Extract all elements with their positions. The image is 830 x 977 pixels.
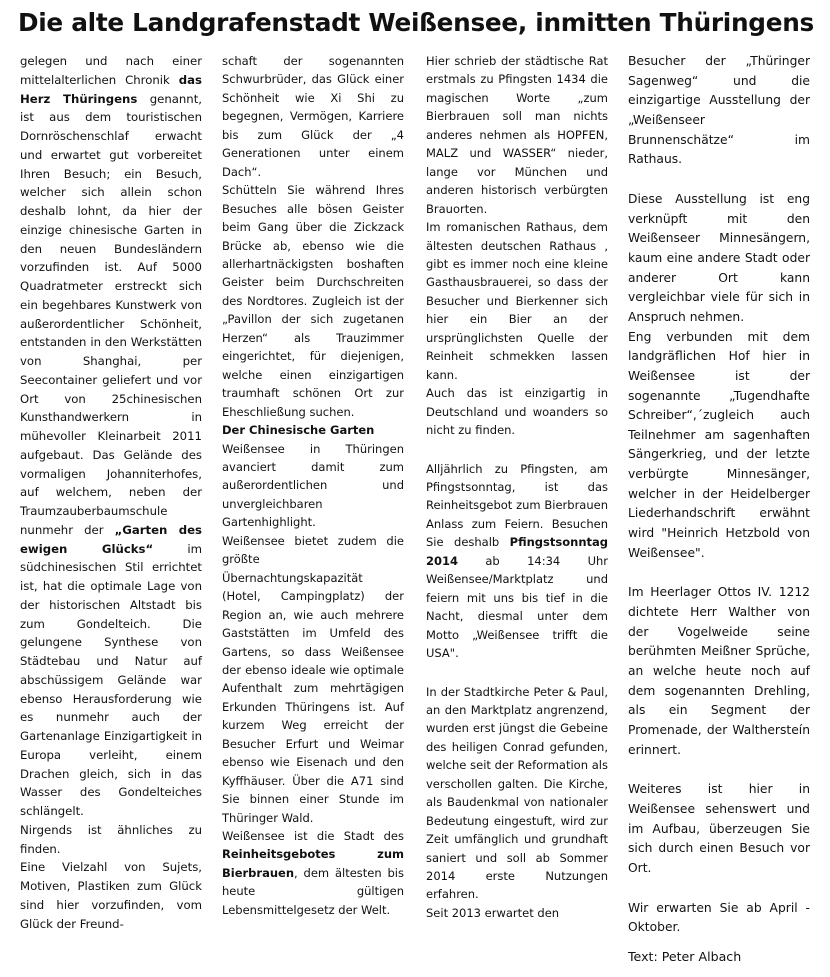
paragraph: Auch das ist einzigartig in Deutschland und woanders so nicht zu finden.	[426, 386, 608, 438]
paragraph: Im romanischen Rathaus, dem ältesten deutschen Rathaus , gibt es immer noch eine kleine Gasthausbrauerei, so dass der Besucher und Bierkenner sich hier ein Bier an der ursprünglichsten Quelle der Reinheit schmekken lassen kann.	[426, 220, 608, 382]
paragraph: schaft der sogenannten Schwurbrüder, das Glück einer Schönheit wie Xi Shi zu begegnen, Vermögen, Karriere bis zum Glück der „4 Generationen unter einem Dach“.	[222, 54, 404, 179]
author-byline: Text: Peter Albach	[628, 949, 742, 964]
paragraph: Weißensee ist die Stadt des Reinheitsgebotes zum Bierbrauen, dem ältesten bis heute gültigen Lebensmittelgesetz der Welt.	[222, 829, 404, 917]
column-4	[628, 52, 810, 938]
bold-phrase: „Garten des ewigen Glücks“	[20, 522, 203, 556]
paragraph: gelegen und nach einer mittelalterlichen Chronik das Herz Thüringens genannt, ist aus dem touristischen Dornröschenschlaf erwacht und erwartet gut vorbereitet Ihren Besuch; ein Besuch, welcher sich allein schon deshalb lohnt, da hier der einzige chinesische Garten in den neuen Bundesländern vorzufinden ist. Auf 5000 Quadratmeter erstreckt sich ein begehbares Kunstwerk von außerordentlicher Schönheit, entstanden in den Werkstätten von Shanghai, per Seecontainer geliefert und vor Ort von 25chinesischen Kunsthandwerkern in mühevoller Kleinarbeit 2011 aufgebaut. Das Gelände des vormaligen Johanniterhofes, auf welchem, neben der Traumzauberbaumschule nunmehr der „Garten des ewigen Glücks“ im südchinesischen Stil errichtet ist, hat die optimale Lage von der historischen Altstadt bis zum Gondelteich. Die gelungene Synthese von Städtebau und Natur auf abschüssigem Gelände war ebenso Herausforderung wie es nunmehr auch der Gartenanlage Einzigartigkeit in Europa verleiht, einem Drachen gleich, sich in das Wasser des Gondelteiches schlängelt.	[20, 54, 203, 818]
paragraph: Schütteln Sie während Ihres Besuches alle bösen Geister beim Gang über die Zickzack Brücke ab, ebenso wie die allerhartnäckigsten boshaften Geister beim Durchschreiten des Nordtores. Zugleich ist der „Pavillon der sich zugetanen Herzen“ als Trauzimmer eingerichtet, für diejenigen, welche einen einzigartigen traumhaft schönen Ort zur Eheschließung suchen.	[222, 183, 404, 419]
paragraph: Im Heerlager Ottos IV. 1212 dichtete Herr Walther von der Vogelweide seine berühmten Meißner Sprüche, an welche heute noch auf dem sogenannten Drehling, als ein Segment der Promenade, der Walthersteín erinnert.	[628, 585, 810, 757]
paragraph: Nirgends ist ähnliches zu finden.	[20, 822, 202, 856]
paragraph: Weiteres ist hier in Weißensee sehenswert und im Aufbau, überzeugen Sie sich durch einen Besuch vor Ort.	[628, 782, 810, 875]
bold-phrase: das Herz Thüringens	[20, 72, 202, 106]
paragraph: Weißensee in Thüringen avanciert damit zum außerordentlichen und unvergleichbaren Gartenhighlight.	[222, 441, 404, 530]
paragraph: In der Stadtkirche Peter & Paul, an den Marktplatz angrenzend, wurden erst jüngst die Gebeine des heiligen Conrad gefunden, welche seit der Reformation als verschollen galten. Die Kirche, als Baudenkmal von nationaler Bedeutung eingestuft, wird zur Zeit umfänglich und grundhaft saniert und soll ab Sommer 2014 erste Nutzungen erfahren.	[426, 684, 608, 902]
paragraph: Hier schrieb der städtische Rat erstmals zu Pfingsten 1434 die magischen Worte „zum Bierbrauen soll man nichts anderes nehmen als HOPFEN, MALZ und WASSER“ nieder, lange vor München und anderen historisch verbürgten Brauorten.	[426, 54, 608, 216]
paragraph: Eng verbunden mit dem landgräflichen Hof hier in Weißensee ist der sogenannte „Tugendhafte Schreiber“,´zugleich auch Teilnehmer am sagenhaften Sängerkrieg, und der letzte verbürgte Minnesänger, welcher in der Heidelberger Liederhandschrift erwähnt wird "Heinrich Hetzbold von Weißensee".	[628, 329, 810, 560]
column-3	[426, 52, 608, 922]
section-heading: Der Chinesische Garten	[222, 423, 375, 438]
paragraph: Alljährlich zu Pfingsten, am Pfingstsonntag, ist das Reinheitsgebot zum Bierbrauen Anlass zum Feiern. Besuchen Sie deshalb Pfingstsonntag 2014 ab 14:34 Uhr Weißensee/Marktplatz und feiern mit uns bis tief in die Nacht, diesmal unter dem Motto „Weißensee trifft die USA".	[426, 461, 608, 661]
paragraph: Diese Ausstellung ist eng verknüpft mit den Weißenseer Minnesängern, kaum eine andere Stadt oder anderer Ort kann vergleichbar viele für sich in Anspruch nehmen.	[628, 191, 810, 324]
paragraph: Besucher der „Thüringer Sagenweg“ und die einzigartige Ausstellung der „Weißenseer Brunnenschätze“ im Rathaus.	[628, 54, 810, 167]
bold-phrase: Pfingstsonntag 2014	[426, 535, 608, 568]
column-2	[222, 52, 404, 919]
paragraph: Weißensee bietet zudem die größte Übernachtungskapazität (Hotel, Campingplatz) der Region an, wie auch mehrere Gaststätten im Umfeld des Gartens, so dass Weißensee der ebenso ideale wie optimale Aufenthalt zum mehrtägigen Erkunden Thüringens ist. Auf kurzem Weg erreicht der Besucher Erfurt und Weimar ebenso wie Eisenach und den Kyffhäuser. Über die A71 sind Sie binnen einer Stunde im Thüringer Wald.	[222, 533, 404, 825]
article-title: Die alte Landgrafenstadt Weißensee, inmitten Thüringens	[18, 8, 814, 37]
column-1	[20, 52, 202, 933]
paragraph: Eine Vielzahl von Sujets, Motiven, Plastiken zum Glück sind hier vorzufinden, vom Glück der Freund-	[20, 860, 202, 931]
paragraph: Wir erwarten Sie ab April - Oktober.	[628, 900, 810, 935]
bold-phrase: Reinheitsgebotes zum Bierbrauen	[222, 847, 404, 880]
paragraph: Seit 2013 erwartet den	[426, 905, 560, 920]
